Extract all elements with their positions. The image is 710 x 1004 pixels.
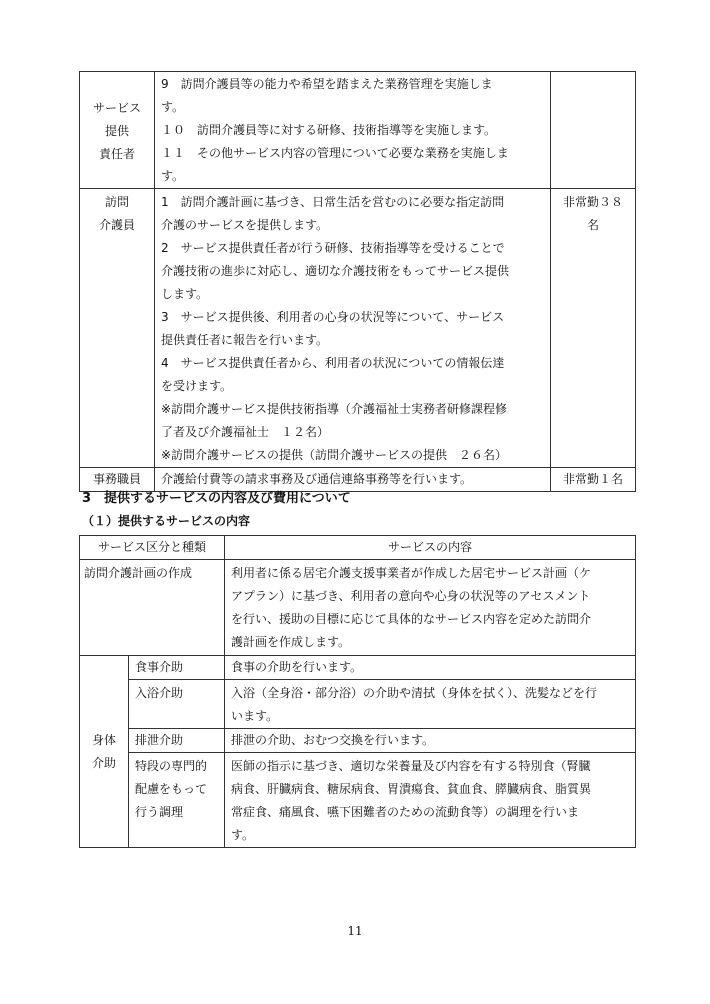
care-item-content [225,729,636,753]
duty-line: 了者及び介護福祉士 １２名） [161,425,330,439]
care-item-name [129,680,225,729]
care-item-content [225,680,636,729]
duty-line: 3 サービス提供後、利用者の心身の状況等について、サービス [161,310,505,324]
group-label-cell [80,656,129,848]
care-item-name [129,753,225,848]
plan-row [80,560,636,656]
duty-cell [155,189,551,468]
role-cell [80,189,155,468]
services-header-row [80,536,636,560]
duty-line: す。 [161,100,185,114]
care-name-line: 行う調理 [135,805,184,819]
staff-row-service-manager [80,72,636,189]
header-category: サービス区分と種類 [80,536,225,560]
duty-line: 2 サービス提供責任者が行う研修、技術指導等を受けることで [161,241,505,255]
role-cell [80,72,155,189]
content-line: 医師の指示に基づき、適切な栄養量及び内容を有する特別食（腎臓 [231,759,591,773]
section-heading: 3 提供するサービスの内容及び費用について [82,491,351,506]
care-row-bath [80,680,636,729]
duty-line: します。 [161,287,209,301]
group-label-line: 身体 [91,732,116,747]
care-row-toilet [80,729,636,753]
care-name-line: 排泄介助 [135,733,184,747]
count-cell [551,189,636,468]
duty-line: １１ その他サービス内容の管理について必要な業務を実施しま [161,146,509,160]
count-line: 名 [586,218,599,232]
role-line: 事務職員 [92,472,141,486]
staff-table [79,71,636,492]
services-table [79,535,636,848]
duty-line: 提供責任者に報告を行います。 [161,333,329,347]
duty-line: ※訪問介護サービス提供技術指導（介護福祉士実務者研修課程修 [161,402,508,416]
count-line: 非常勤１名 [562,472,623,486]
duty-line: １０ 訪問介護員等に対する研修、技術指導等を実施します。 [161,123,497,137]
content-line: 常症食、痛風食、嚥下困難者のための流動食等）の調理を行いま [231,805,580,819]
role-line: 責任者 [98,146,135,161]
care-row-meal [80,656,636,680]
duty-line: 4 サービス提供責任者から、利用者の状況についての情報伝達 [161,356,505,370]
subsection-heading: （１）提供するサービスの内容 [82,514,251,528]
duty-line: す。 [161,169,185,183]
duty-cell [155,72,551,189]
care-name-line: 特段の専門的 [135,759,208,773]
page-number: 11 [347,924,363,938]
role-line: サービス [92,100,141,115]
care-item-name [129,729,225,753]
content-line: す。 [231,828,255,842]
header-content: サービスの内容 [225,536,636,560]
duty-line: 1 訪問介護計画に基づき、日常生活を営むのに必要な指定訪問 [161,195,505,209]
duty-line: ※訪問介護サービスの提供（訪問介護サービスの提供 ２６名） [161,448,508,462]
role-line: 提供 [104,123,129,138]
duty-line: 介護給付費等の請求事務及び通信連絡事務等を行います。 [161,472,473,486]
content-line: 食事の介助を行います。 [231,660,363,674]
content-line: 病食、肝臓病食、糖尿病食、胃潰瘍食、貧血食、膵臓病食、脂質異 [231,782,592,796]
care-row-special-cooking [80,753,636,848]
role-line: 介護員 [98,218,135,232]
duty-line: 9 訪問介護員等の能力や希望を踏まえた業務管理を実施しま [161,77,493,91]
content-line: 利用者に係る居宅介護支援事業者が作成した居宅サービス計画（ケ [231,566,592,580]
content-line: 排泄の介助、おむつ交換を行います。 [231,733,435,747]
care-item-content [225,656,636,680]
care-item-content [225,753,636,848]
duty-line: 介護技術の進歩に対応し、適切な介護技術をもってサービス提供 [161,264,510,278]
content-line: を行い、援助の目標に応じて具体的なサービス内容を定めた訪問介 [231,612,592,626]
staff-row-home-helper [80,189,636,468]
content-line: います。 [231,709,279,723]
plan-content [225,560,636,656]
care-name-line: 配慮をもって [135,782,208,796]
group-label-line: 介助 [91,755,116,770]
care-item-name [129,656,225,680]
care-name-line: 食事介助 [135,660,184,674]
plan-label: 訪問介護計画の作成 [80,560,225,656]
care-name-line: 入浴介助 [135,686,184,700]
content-line: アプラン）に基づき、利用者の意向や心身の状況等のアセスメント [231,589,591,603]
content-line: 護計画を作成します。 [231,635,351,649]
count-line: 非常勤３８ [562,195,623,209]
duty-line: を受けます。 [161,379,233,393]
count-cell [551,468,636,492]
content-line: 入浴（全身浴・部分浴）の介助や清拭（身体を拭く）、洗髪などを行 [231,686,598,700]
duty-line: 介護のサービスを提供します。 [161,218,329,232]
role-line: 訪問 [104,195,129,209]
count-cell [551,72,636,189]
